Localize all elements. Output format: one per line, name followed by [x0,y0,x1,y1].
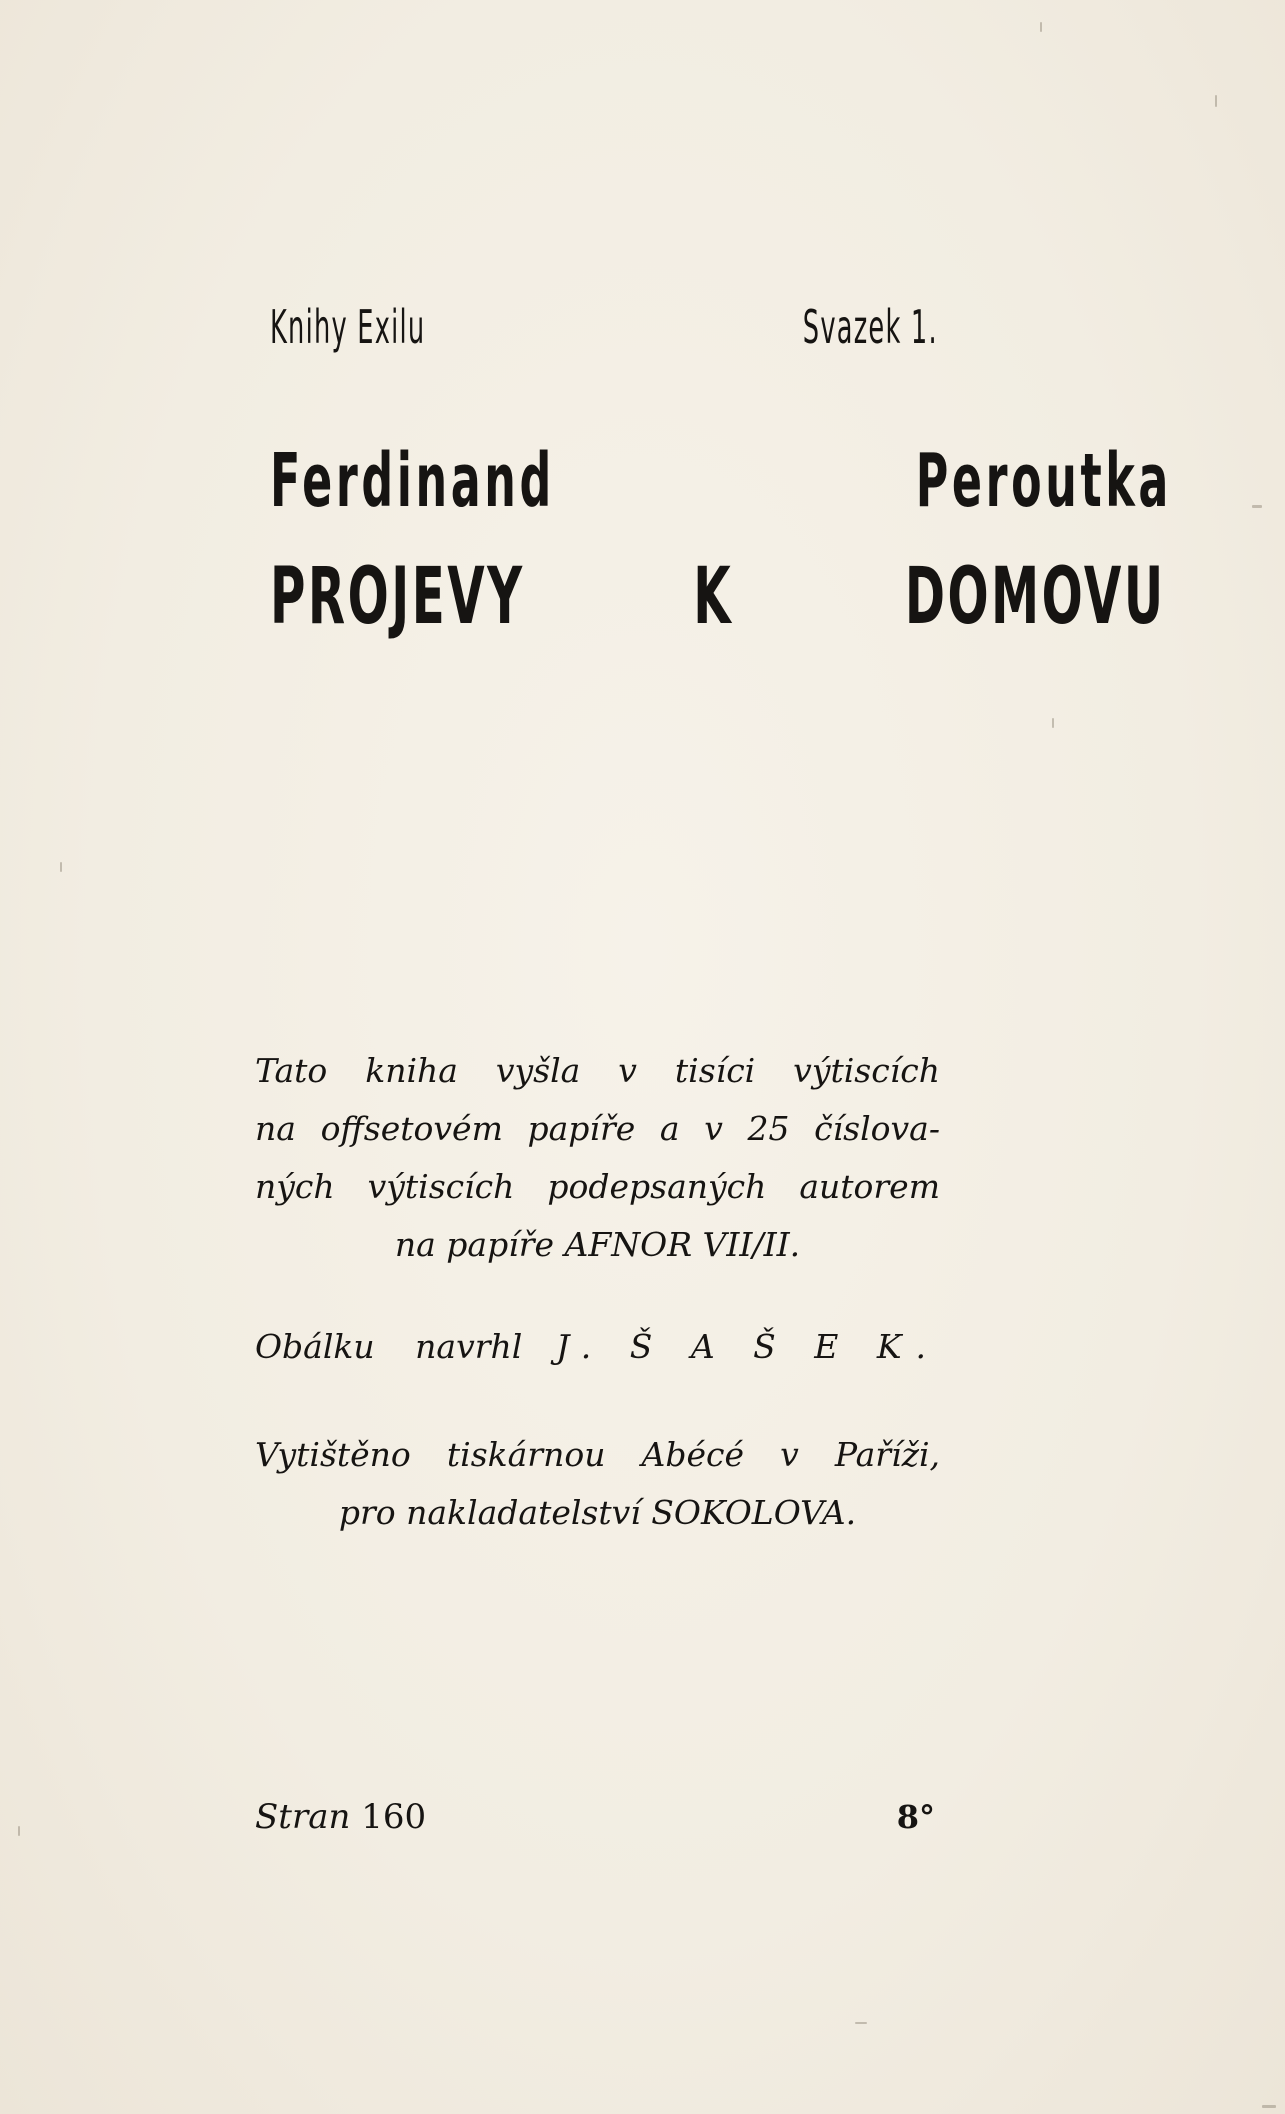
paper-speck [1252,505,1262,508]
series-name: Knihy Exilu [270,300,426,354]
cover-designer: J. Š A Š E K. [556,1327,940,1366]
cover-credit-line [255,1318,940,1376]
author-last-name: Peroutka [915,438,1172,524]
paper-speck [1215,95,1217,107]
paper-speck [18,1826,20,1836]
volume-number: Svazek 1. [802,300,938,354]
printer-note-line: pro nakladatelství SOKOLOVA. [338,1493,857,1532]
page-count-value: 160 [361,1797,427,1837]
cover-credit [255,1318,940,1376]
book-title [270,552,1166,642]
paper-speck [1040,22,1042,32]
paper-speck [1262,2105,1276,2108]
author-first-name: Ferdinand [270,438,555,524]
title-word-2: K [692,552,733,642]
paper-speck [60,862,62,872]
edition-note-line: na offsetovém papíře a v 25 číslova- [255,1109,940,1148]
page-count-label: Stran [255,1797,351,1837]
edition-note-line: na papíře AFNOR VII/II. [394,1225,801,1264]
footer [255,1797,935,1847]
edition-note-line: Tato kniha vyšla v tisíci výtiscích [255,1051,940,1090]
edition-note-line: ných výtiscích podepsaných autorem [255,1167,940,1206]
printer-note-line: Vytištěno tiskárnou Abécé v Paříži, [255,1435,940,1474]
page-count [255,1797,426,1837]
title-word-3: DOMOVU [904,552,1166,642]
paper-speck [855,2022,867,2024]
cover-credit-label: Obálku navrhl [255,1327,523,1366]
edition-note [255,1042,940,1274]
author-name [270,438,1172,524]
title-word-1: PROJEVY [270,552,525,642]
paper-speck [1052,718,1054,728]
printer-note [255,1426,940,1542]
book-format: 8° [896,1798,935,1836]
series-header [270,300,938,360]
